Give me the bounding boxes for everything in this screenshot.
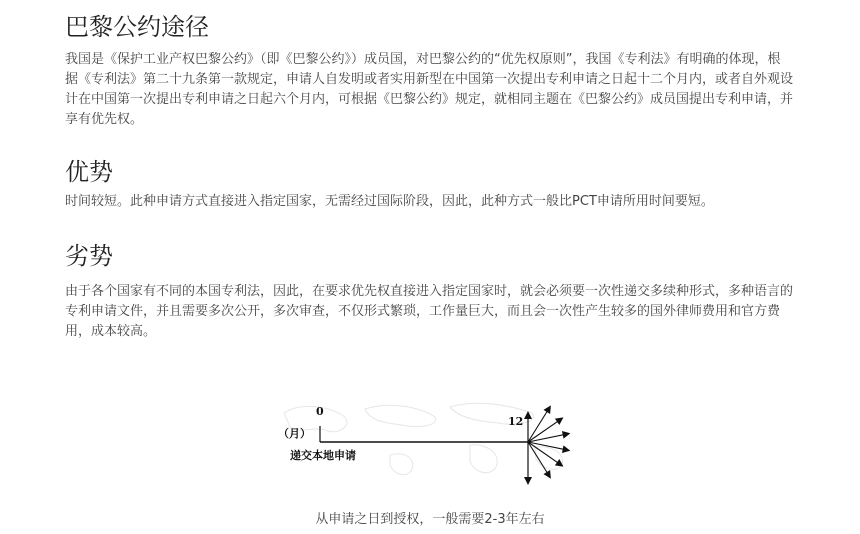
priority-arrow-head-icon xyxy=(545,471,551,478)
timeline-end-label: 12 xyxy=(508,415,524,428)
section-heading-paris-convention: 巴黎公约途径 xyxy=(65,13,209,41)
section-heading-advantages: 优势 xyxy=(65,158,113,186)
timeline-start-label: 0 xyxy=(316,405,324,418)
priority-arrow-head-icon xyxy=(545,406,551,413)
section-body-advantages: 时间较短。此种申请方式直接进入指定国家，无需经过国际阶段，因此，此种方式一般比PCT申请所用时间要短。 xyxy=(65,194,714,209)
figure-caption: 从申请之日到授权，一般需要2-3年左右 xyxy=(315,512,545,527)
priority-arrow-head-icon xyxy=(556,418,563,424)
timeline-filing-label: 递交本地申请 xyxy=(290,449,356,462)
timeline-figure xyxy=(270,395,590,490)
timeline-unit-label: （月） xyxy=(278,427,311,440)
priority-arrow-head-icon xyxy=(563,446,569,452)
priority-arrow-head-icon xyxy=(556,460,563,466)
world-map-watermark xyxy=(284,403,563,475)
section-body-disadvantages: 由于各个国家有不同的本国专利法，因此，在要求优先权直接进入指定国家时，就会必须要一次性递交多续种形式，多种语言的专利申请文件，并且需要多次公开，多次审查，不仅形式繁琐，工作量巨大，而且会一次性产生较多的国外律师费用和官方费用，成本较高。 xyxy=(65,284,794,339)
priority-arrows xyxy=(528,406,569,477)
priority-arrow-head-icon xyxy=(563,432,569,438)
timeline-diagram xyxy=(270,395,590,490)
section-body-paris-convention: 我国是《保护工业产权巴黎公约》（即《巴黎公约》）成员国，对巴黎公约的“优先权原则”，我国《专利法》有明确的体现，根据《专利法》第二十九条第一款规定，申请人自发明或者实用新型在中国第一次提出专利申请之日起十二个月内，或者自外观设计在中国第一次提出专利申请之日起六个月内，可根据《巴黎公约》规定，就相同主题在《巴黎公约》成员国提出专利申请，并享有优先权。 xyxy=(65,52,794,127)
section-heading-disadvantages: 劣势 xyxy=(65,242,113,270)
end-arrow-down-icon xyxy=(524,477,532,485)
